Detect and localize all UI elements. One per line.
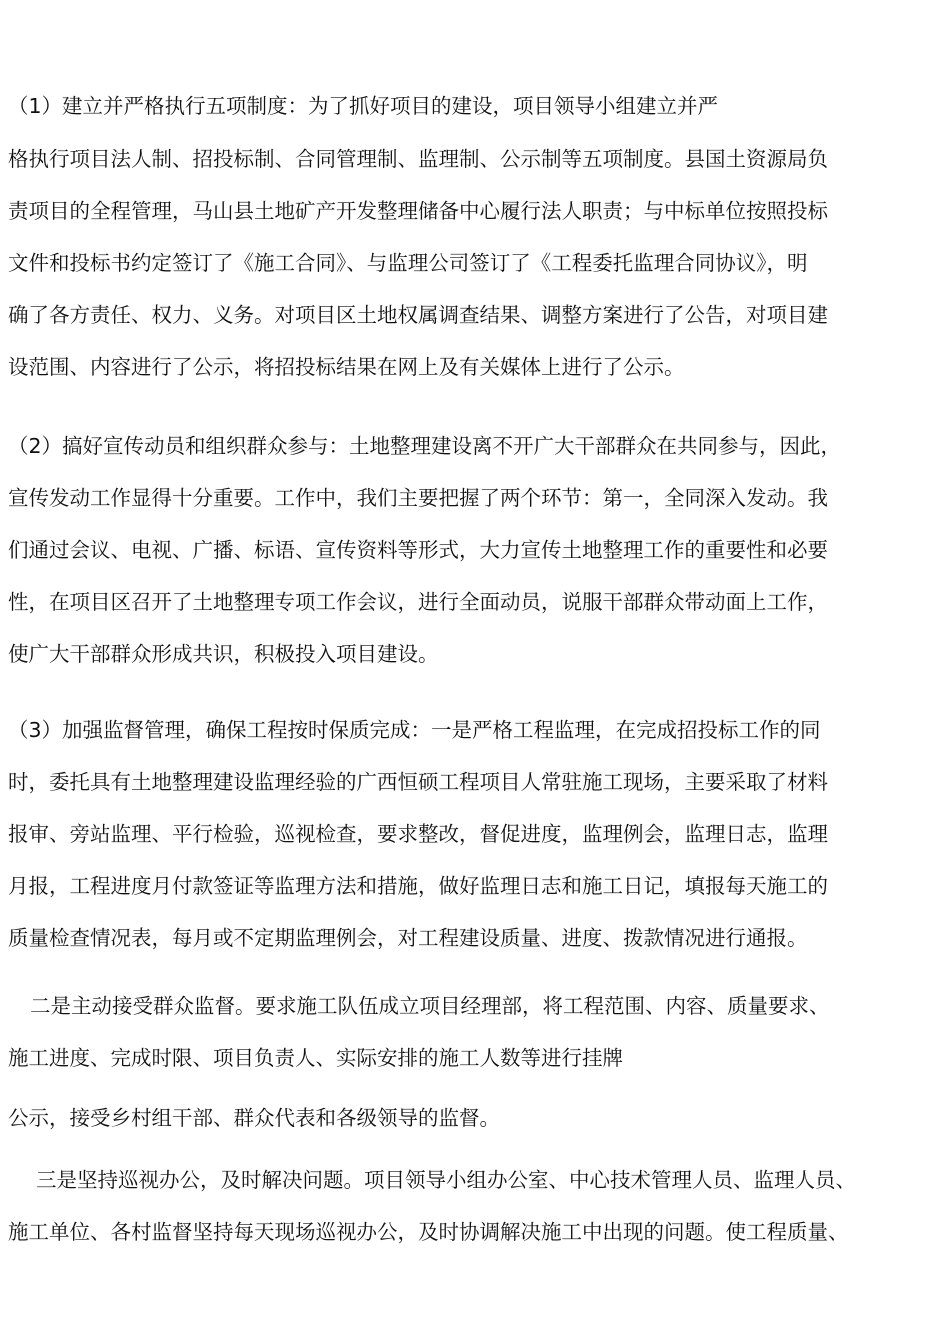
paragraph-2-line-5: 使广大干部群众形成共识，积极投入项目建设。: [8, 642, 439, 666]
paragraph-3-line-1: （3）加强监督管理，确保工程按时保质完成：一是严格工程监理，在完成招投标工作的同: [8, 718, 821, 742]
paragraph-2-line-4: 性，在项目区召开了土地整理专项工作会议，进行全面动员，说服干部群众带动面上工作，: [8, 590, 828, 614]
paragraph-1-line-4: 文件和投标书约定签订了《施工合同》、与监理公司签订了《工程委托监理合同协议》，明: [8, 251, 808, 275]
paragraph-5-line-1: 三是坚持巡视办公，及时解决问题。项目领导小组办公室、中心技术管理人员、监理人员、: [36, 1168, 856, 1192]
paragraph-3-line-5: 质量检查情况表，每月或不定期监理例会，对工程建设质量、进度、拨款情况进行通报。: [8, 926, 808, 950]
paragraph-1-line-1: （1）建立并严格执行五项制度：为了抓好项目的建设，项目领导小组建立并严: [8, 94, 719, 118]
paragraph-1-line-6: 设范围、内容进行了公示，将招投标结果在网上及有关媒体上进行了公示。: [8, 355, 685, 379]
paragraph-4-line-2: 施工进度、完成时限、项目负责人、实际安排的施工人数等进行挂牌: [8, 1046, 623, 1070]
paragraph-1-line-2: 格执行项目法人制、招投标制、合同管理制、监理制、公示制等五项制度。县国土资源局负: [8, 147, 828, 171]
paragraph-2-line-1: （2）搞好宣传动员和组织群众参与：土地整理建设离不开广大干部群众在共同参与，因此，: [8, 434, 842, 458]
paragraph-4-line-3: 公示，接受乡村组干部、群众代表和各级领导的监督。: [8, 1106, 500, 1130]
paragraph-1-line-5: 确了各方责任、权力、义务。对项目区土地权属调查结果、调整方案进行了公告，对项目建: [8, 303, 828, 327]
paragraph-3-line-4: 月报，工程进度月付款签证等监理方法和措施，做好监理日志和施工日记，填报每天施工的: [8, 874, 828, 898]
paragraph-2-line-3: 们通过会议、电视、广播、标语、宣传资料等形式，大力宣传土地整理工作的重要性和必要: [8, 538, 828, 562]
paragraph-3-line-3: 报审、旁站监理、平行检验，巡视检查，要求整改，督促进度，监理例会，监理日志，监理: [8, 822, 828, 846]
paragraph-5-line-2: 施工单位、各村监督坚持每天现场巡视办公，及时协调解决施工中出现的问题。使工程质量、: [8, 1220, 849, 1244]
paragraph-1-line-3: 责项目的全程管理，马山县土地矿产开发整理储备中心履行法人职责；与中标单位按照投标: [8, 199, 828, 223]
paragraph-2-line-2: 宣传发动工作显得十分重要。工作中，我们主要把握了两个环节：第一，全同深入发动。我: [8, 486, 828, 510]
paragraph-4-line-1: 二是主动接受群众监督。要求施工队伍成立项目经理部，将工程范围、内容、质量要求、: [30, 994, 830, 1018]
paragraph-3-line-2: 时，委托具有土地整理建设监理经验的广西恒硕工程项目人常驻施工现场，主要采取了材料: [8, 770, 828, 794]
